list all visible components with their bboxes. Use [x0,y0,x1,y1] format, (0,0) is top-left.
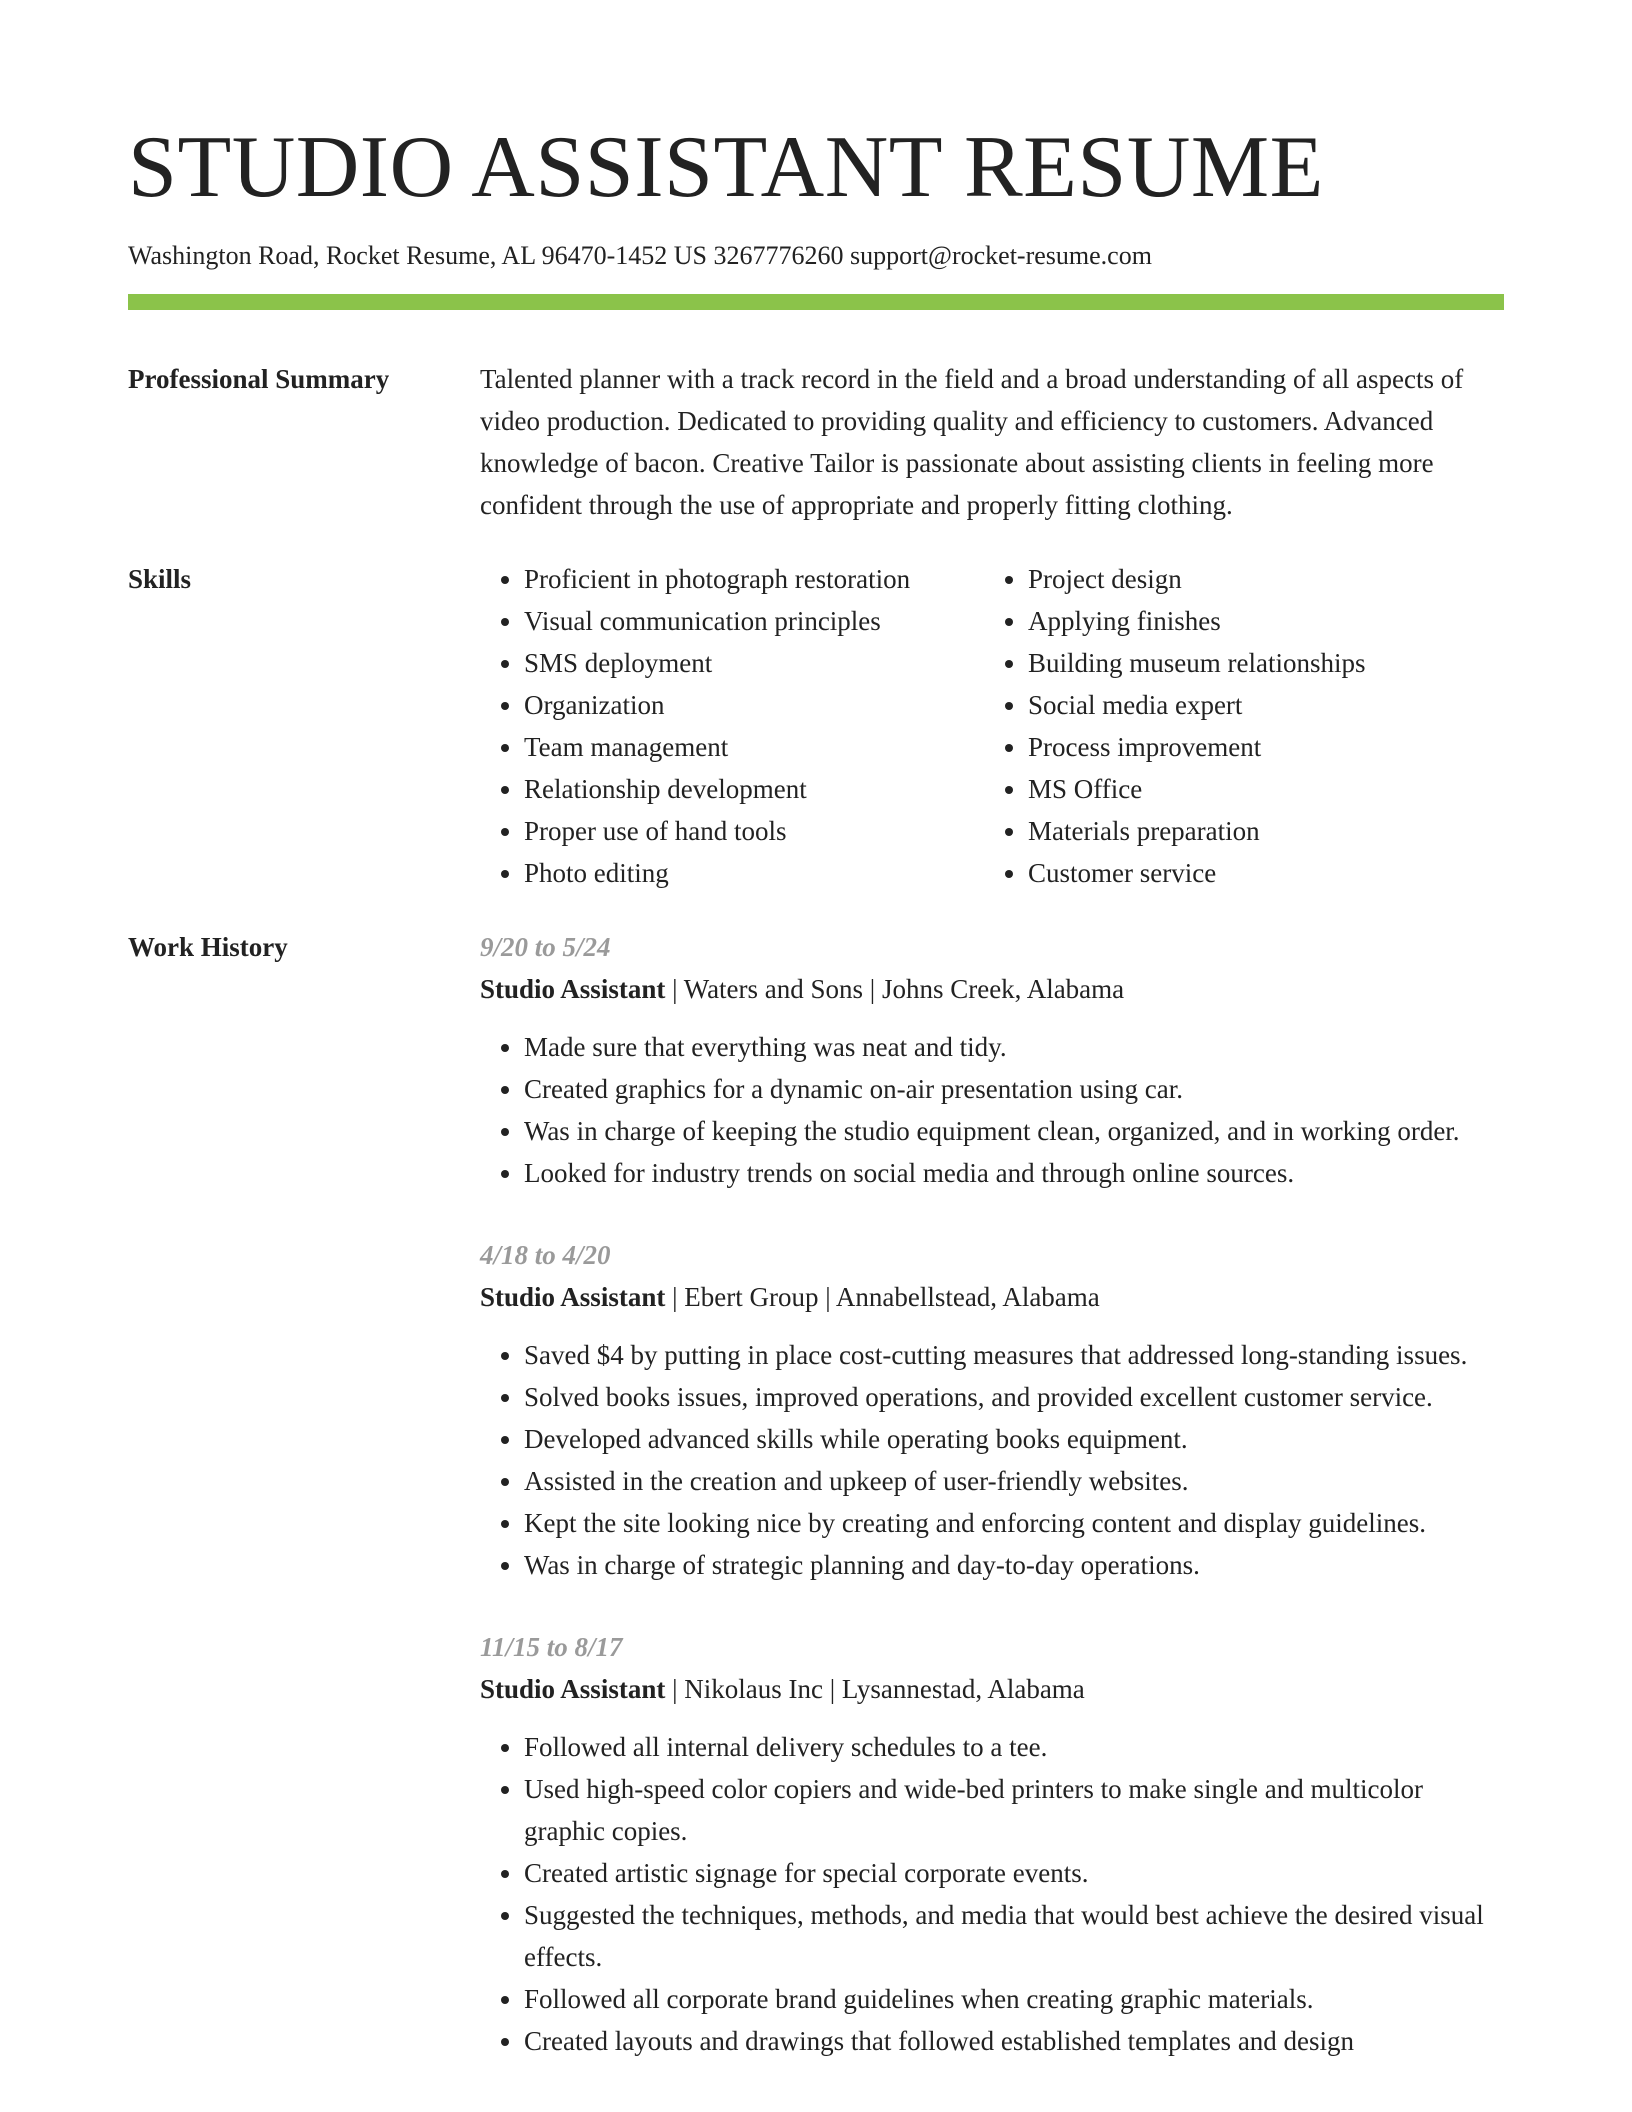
job-bullet: • Created artistic signage for special corporate events. [524,1852,1504,1894]
resume-title: STUDIO ASSISTANT RESUME [128,119,1324,216]
skill-item: • Customer service [1028,852,1504,894]
work-history-section [128,926,1504,2102]
summary-text: Talented planner with a track record in the field and a broad understanding of all aspects of video production. Dedicated to providing quality and efficiency to customers. Advanced knowledge of bacon. Creative Tailor is passionate about assisting clients in feeling more confident through the use of appropriate and properly fitting clothing. [480,364,1464,520]
job-entry [480,1234,1504,1586]
skill-item: • MS Office [1028,768,1504,810]
contact-line: Washington Road, Rocket Resume, AL 96470-1452 US 3267776260 support@rocket-resume.com [128,241,1152,270]
skills-list-left [480,558,984,894]
job-bullet: • Kept the site looking nice by creating and enforcing content and display guidelines. [524,1502,1504,1544]
skill-item: • Organization [524,684,984,726]
summary-label: Professional Summary [128,364,390,394]
job-bullet: • Used high-speed color copiers and wide-bed printers to make single and multicolor graphic copies. [524,1768,1504,1852]
job-dates: 9/20 to 5/24 [480,932,611,962]
job-bullet: • Assisted in the creation and upkeep of user-friendly websites. [524,1460,1504,1502]
job-bullet: • Saved $4 by putting in place cost-cutting measures that addressed long-standing issues. [524,1334,1504,1376]
job-dates: 4/18 to 4/20 [480,1240,611,1270]
skill-item: • Relationship development [524,768,984,810]
skill-item: • Proper use of hand tools [524,810,984,852]
skill-item: • Social media expert [1028,684,1504,726]
job-details: | Ebert Group | Annabellstead, Alabama [665,1282,1100,1312]
skill-item: • SMS deployment [524,642,984,684]
accent-divider [128,294,1504,310]
skill-item: • Materials preparation [1028,810,1504,852]
skill-item: • Proficient in photograph restoration [524,558,984,600]
job-entry [480,1626,1504,2062]
summary-section [128,358,1504,526]
job-details: | Waters and Sons | Johns Creek, Alabama [665,974,1125,1004]
job-title: Studio Assistant [480,1282,666,1312]
job-dates: 11/15 to 8/17 [480,1632,623,1662]
skills-list-right [984,558,1504,894]
job-heading [480,1276,1504,1318]
skill-item: • Project design [1028,558,1504,600]
skills-section [128,558,1504,894]
job-heading [480,1668,1504,1710]
job-bullet: • Made sure that everything was neat and tidy. [524,1026,1504,1068]
skill-item: • Process improvement [1028,726,1504,768]
job-bullets [480,1334,1504,1586]
work-history-label: Work History [128,932,288,962]
job-bullet: • Was in charge of keeping the studio equipment clean, organized, and in working order. [524,1110,1504,1152]
job-entry [480,926,1504,1194]
job-bullet: • Solved books issues, improved operations, and provided excellent customer service. [524,1376,1504,1418]
skill-item: • Photo editing [524,852,984,894]
job-bullet: • Followed all internal delivery schedules to a tee. [524,1726,1504,1768]
resume-page [128,112,1504,2102]
jobs-list [480,926,1504,2102]
job-bullet: • Created graphics for a dynamic on-air presentation using car. [524,1068,1504,1110]
job-bullets [480,1726,1504,2062]
skills-label: Skills [128,564,192,594]
job-heading [480,968,1504,1010]
job-bullet: • Was in charge of strategic planning and day-to-day operations. [524,1544,1504,1586]
job-details: | Nikolaus Inc | Lysannestad, Alabama [665,1674,1085,1704]
job-bullet: • Suggested the techniques, methods, and media that would best achieve the desired visual effects. [524,1894,1504,1978]
job-bullet: • Created layouts and drawings that followed established templates and design [524,2020,1504,2062]
job-title: Studio Assistant [480,1674,666,1704]
job-title: Studio Assistant [480,974,666,1004]
job-bullet: • Looked for industry trends on social media and through online sources. [524,1152,1504,1194]
job-bullet: • Followed all corporate brand guidelines when creating graphic materials. [524,1978,1504,2020]
skill-item: • Team management [524,726,984,768]
skill-item: • Visual communication principles [524,600,984,642]
skill-item: • Applying finishes [1028,600,1504,642]
job-bullets [480,1026,1504,1194]
skill-item: • Building museum relationships [1028,642,1504,684]
job-bullet: • Developed advanced skills while operating books equipment. [524,1418,1504,1460]
